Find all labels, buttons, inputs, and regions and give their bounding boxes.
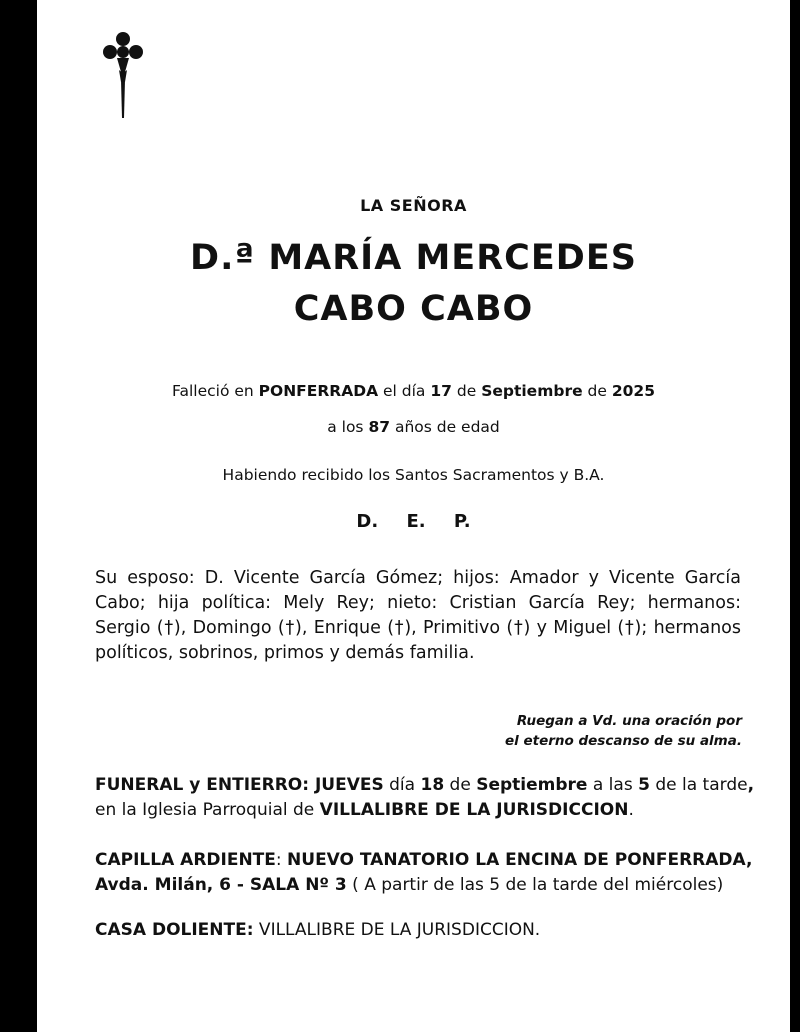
funeral-label: FUNERAL y ENTIERRO: JUEVES — [95, 775, 384, 795]
mourning-house-place: VILLALIBRE DE LA JURISDICCION. — [253, 920, 541, 940]
mourning-house-label: CASA DOLIENTE: — [95, 920, 254, 940]
chapel-info: CAPILLA ARDIENTE: NUEVO TANATORIO LA ENCINA DE PONFERRADA, Avda. Milán, 6 - SALA Nº 3 ( A partir de las 5 de la tarde del miércoles) — [95, 850, 753, 895]
cross-icon — [102, 30, 144, 120]
chapel-address: Avda. Milán, 6 - SALA Nº 3 — [95, 875, 347, 895]
death-statement: Falleció en PONFERRADA el día 17 de Septiembre de 2025 — [172, 382, 655, 400]
age-years: 87 — [368, 418, 391, 436]
funeral-place: VILLALIBRE DE LA JURISDICCION — [319, 800, 629, 820]
deceased-name-line2: CABO CABO — [293, 289, 534, 329]
death-place: PONFERRADA — [258, 382, 379, 400]
death-day: 17 — [430, 382, 452, 400]
prayer-request: Ruegan a Vd. una oración por el eterno descanso de su alma. — [505, 713, 742, 749]
dep-line: D. E. P. — [356, 511, 471, 532]
deceased-name-line1: D.ª MARÍA MERCEDES — [190, 238, 637, 278]
chapel-place: NUEVO TANATORIO LA ENCINA DE PONFERRADA, — [287, 850, 753, 870]
funeral-info: FUNERAL y ENTIERRO: JUEVES día 18 de Septiembre a las 5 de la tarde, en la Iglesia Parroquial de VILLALIBRE DE LA JURISDICCION. — [95, 775, 755, 820]
family-paragraph: Su esposo: D. Vicente García Gómez; hijos: Amador y Vicente García Cabo; hija política: Mely Rey; nieto: Cristian García Rey; hermanos: Sergio (†), Domingo (†), Enrique (†), Primitivo (†) y Miguel (†); hermanos políticos, sobrinos, primos y demás familia. — [95, 568, 741, 663]
chapel-note: ( A partir de las 5 de la tarde del miércoles) — [346, 875, 724, 895]
sacraments-line: Habiendo recibido los Santos Sacramentos y B.A. — [222, 466, 605, 484]
chapel-label: CAPILLA ARDIENTE — [95, 850, 276, 870]
intro-title: LA SEÑORA — [360, 196, 467, 215]
death-year: 2025 — [611, 382, 655, 400]
age-statement: a los 87 años de edad — [327, 418, 500, 436]
obituary-page — [37, 0, 790, 1032]
mourning-house-info — [95, 918, 755, 943]
death-month: Septiembre — [481, 382, 583, 400]
